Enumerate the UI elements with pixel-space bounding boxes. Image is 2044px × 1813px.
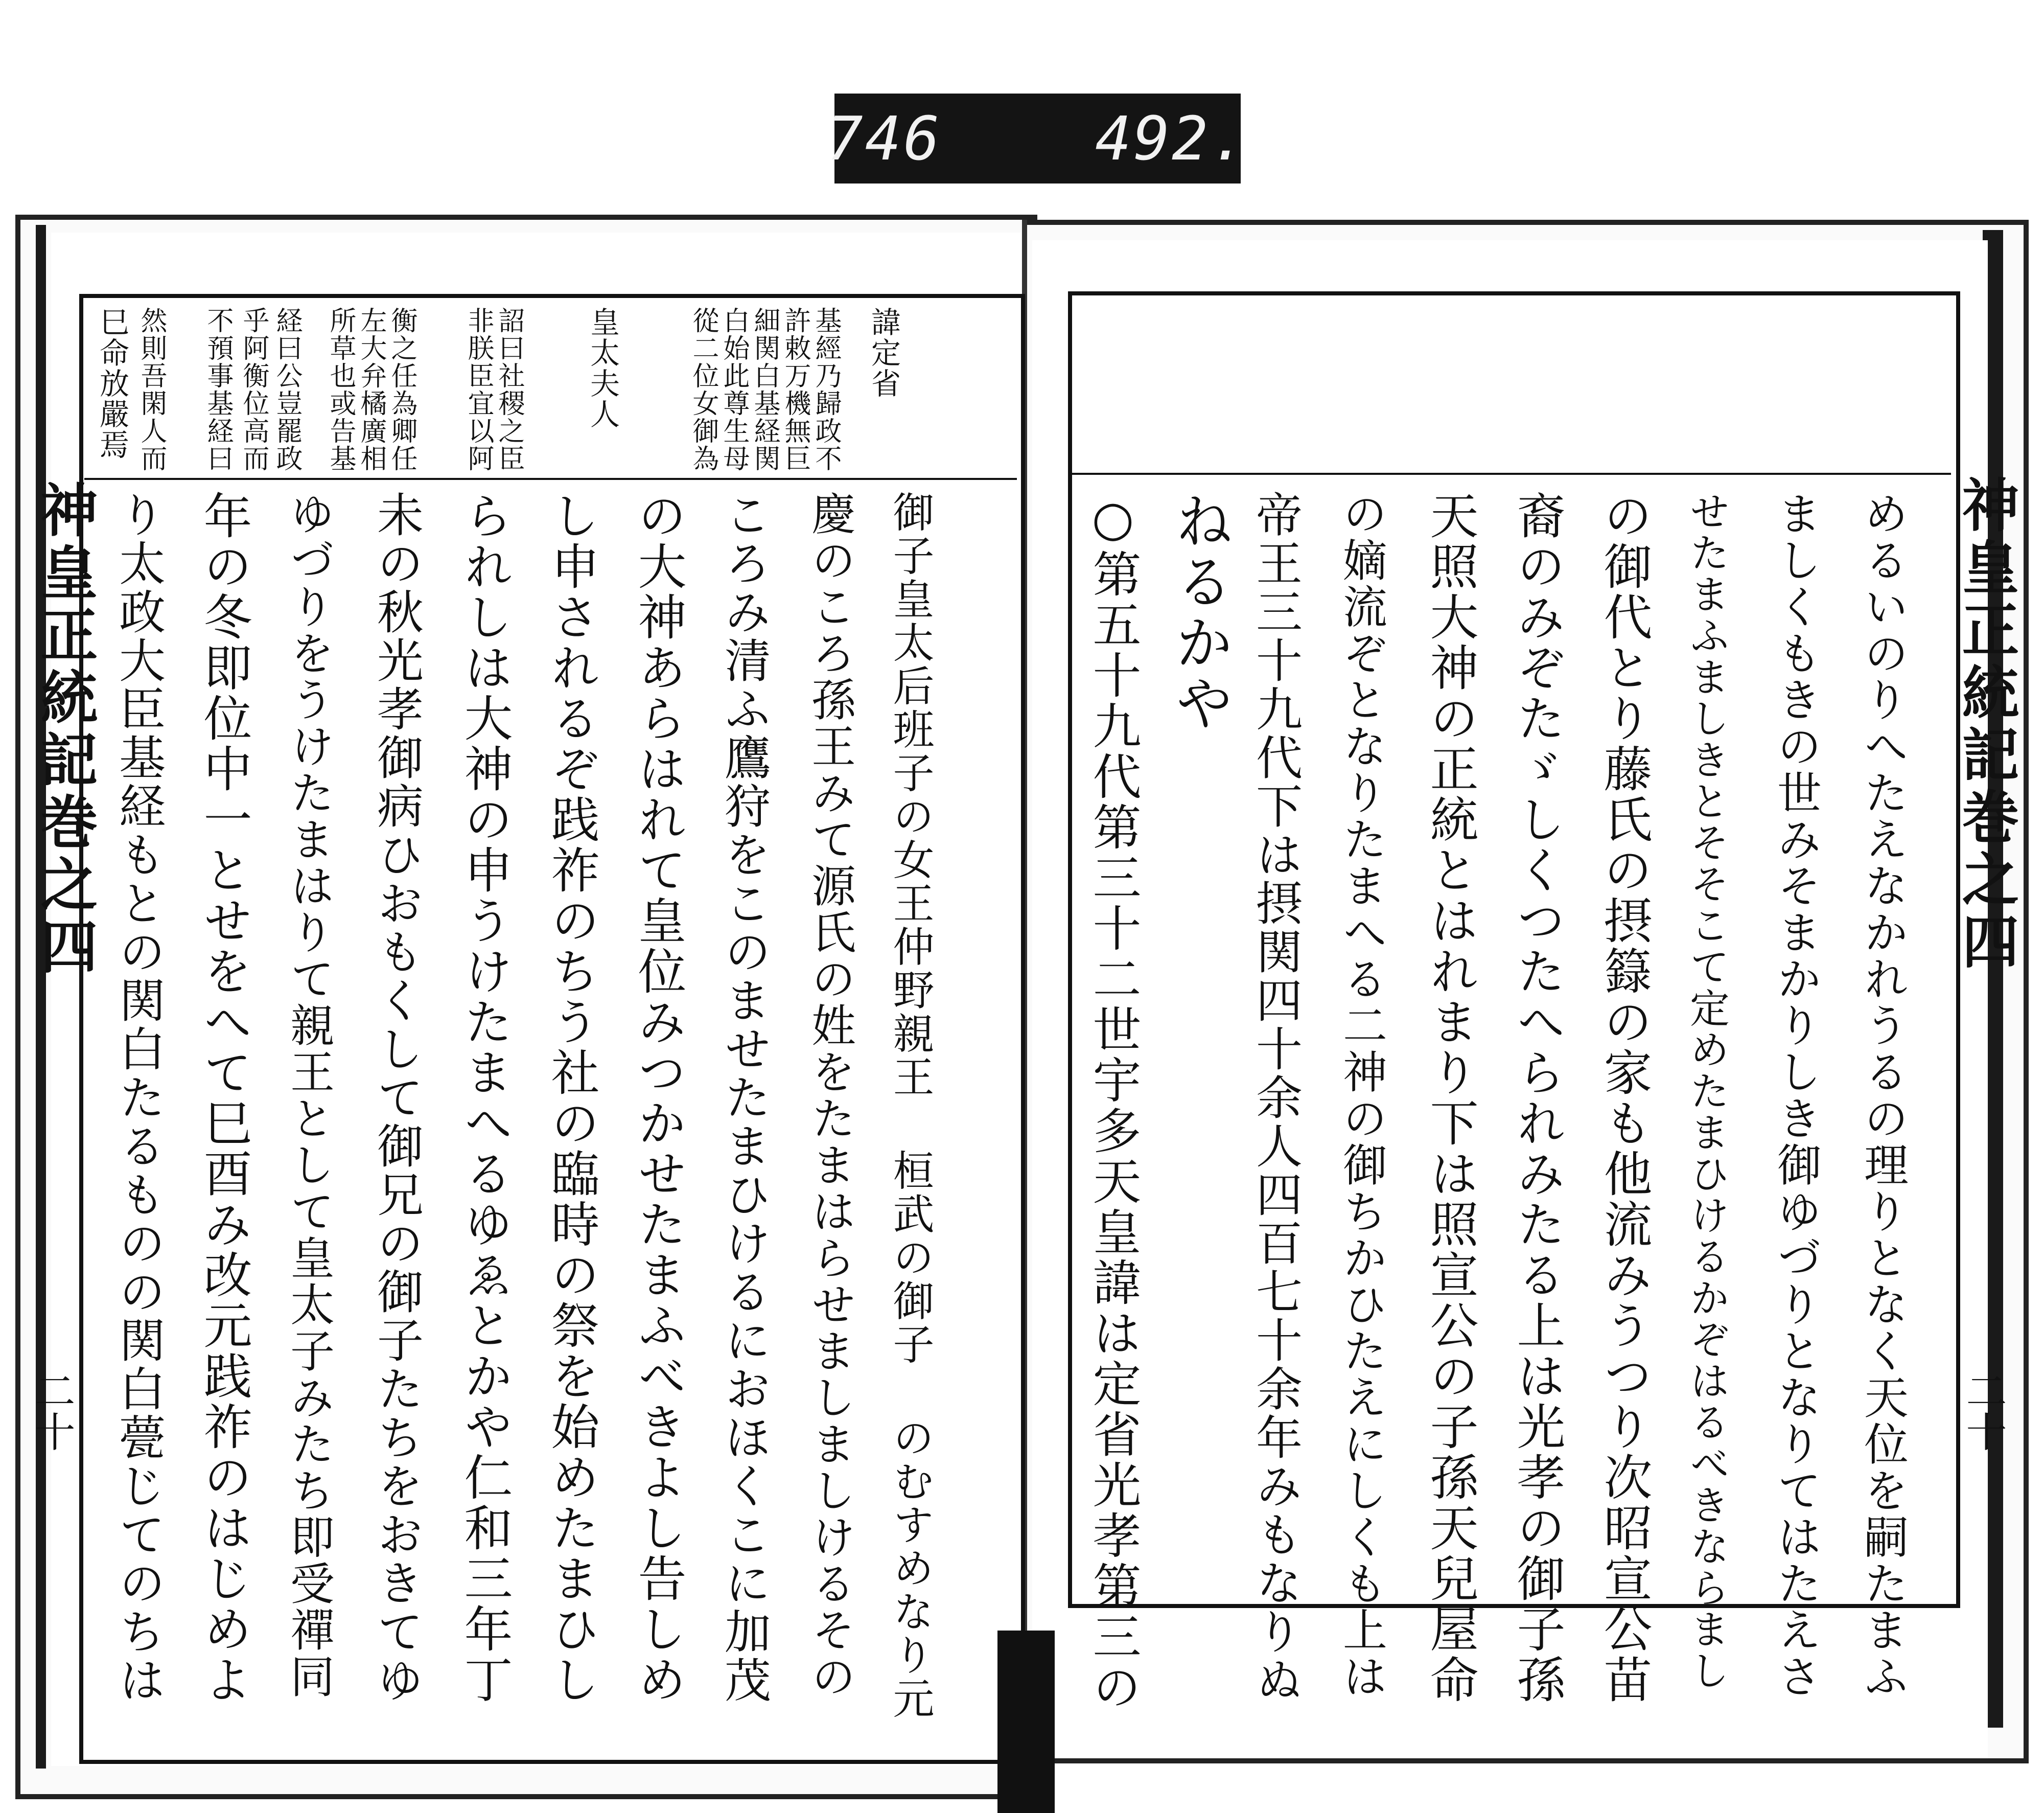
call-number-right: 492. [1095,103,1249,174]
head-note: 皇太夫人 [585,307,620,429]
right-headnote-divider [1072,473,1951,475]
text-column: ころみ清ふ鷹狩をこのませたまひけるにおほくこに加茂 [717,491,771,1705]
text-column: 未の秋光孝御病ひおもくして御兄の御子たちをおきてゆ [369,491,423,1705]
text-column: せたまふましきとそそこて定めたまひけるかぞはるべきならまし [1683,491,1729,1691]
head-note: 所草也或告基 [325,307,356,472]
left-spine-title: 神皇正統記巻之四 [31,480,98,979]
left-headnote-divider [84,478,1017,480]
head-note: 経曰公豈罷政 [271,307,302,472]
text-column: の大神あらはれて皇位みつかせたまふべきよし告しめ [630,491,686,1705]
head-note: 詔曰社稷之臣 [494,307,524,472]
head-note: 然則吾閑人而 [136,307,167,472]
text-column: 年の冬即位中一とせをへて巳酉み改元践祚のはじめよ [196,491,252,1705]
text-column: の嫡流ぞとなりたまへる二神の御ちかひたえにしくも上は [1335,491,1387,1700]
head-note: 乎阿衡位高而 [238,307,269,472]
call-number-left: 746 [826,103,942,174]
text-column: めるいのりへたえなかれうるの理りとなく天位を嗣たまふ [1856,491,1909,1700]
text-column: 御子皇太后班子の女王仲野親王 桓武の御子 のむすめなり元 [886,491,934,1720]
head-note: 許敕万機無巨 [780,307,810,472]
head-note: 從二位女御為 [688,307,718,472]
text-column: 裔のみぞたゞしくつたへられみたる上は光孝の御子孫 [1509,491,1565,1705]
head-note: 不預事基経曰 [202,307,233,472]
text-column: し申されるぞ践祚のちう社の臨時の祭を始めたまひし [543,491,599,1705]
head-note: 基經乃歸政不 [810,307,841,472]
right-running-head: 神皇正統記巻之四 [1953,475,2019,974]
head-note: 白始此尊生母 [718,307,749,472]
head-note: 細関白基経関 [749,307,780,472]
head-note: 左大弁橘廣相 [356,307,386,472]
head-note: 巳命放嚴焉 [95,307,129,460]
text-column: ゆづりをうけたまはりて親王として皇太子みたち即受禪同 [283,491,335,1700]
text-column: ましくもきの世みそまかりしき御ゆづりとなりてはたえさ [1770,491,1822,1700]
text-column: の御代とり藤氏の摂籙の家も他流みうつり次昭宣公苗 [1596,491,1652,1705]
head-note: 諱定省 [866,307,901,399]
text-column: られしは大神の申うけたまへるゆゑとかや仁和三年丁 [456,491,513,1705]
text-column: 慶のころ孫王みて源氏の姓をたまはらせましましけるその [804,491,856,1700]
right-folio: 二十 [1959,1370,2007,1452]
text-column: 天照大神の正統とはれまり下は照宣公の子孫天兒屋命 [1422,491,1478,1705]
text-column: り太政大臣基経もとの関白たるものの関白甍じてのちは [111,491,165,1705]
text-column: ○第五十九代第三十二世宇多天皇諱は定省光孝第三の [1085,491,1141,1713]
head-note: 衡之任為卿任 [386,307,417,472]
text-column: ねるかや [1166,491,1234,734]
left-folio: 二十 [28,1370,75,1452]
text-column: 帝王三十九代下は摂関四十余人四百七十余年みもなりぬ [1248,491,1302,1705]
head-note: 非朕臣宜以阿 [463,307,494,472]
